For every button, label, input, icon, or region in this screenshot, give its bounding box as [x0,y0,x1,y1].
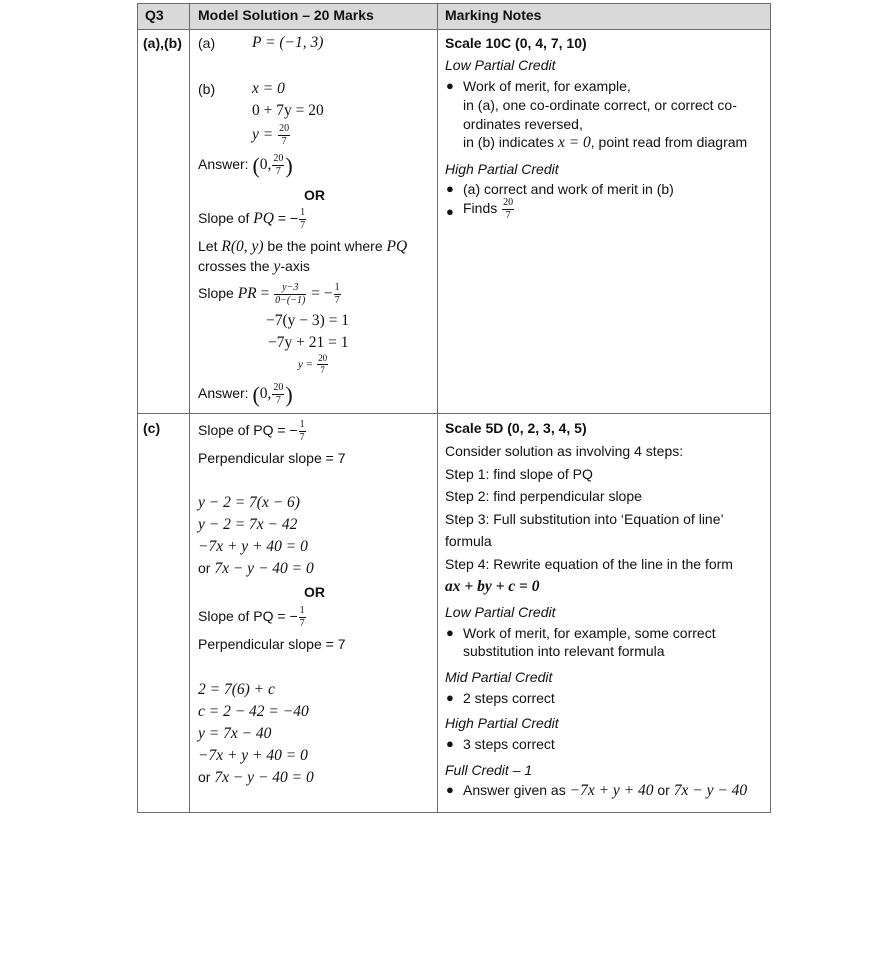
rule-bottom [137,812,771,813]
row2-high-heading: High Partial Credit [445,715,559,731]
row2-consider: Consider solution as involving 4 steps: [445,443,684,459]
bullet-icon: ● [446,204,454,219]
row2-full-b1: Answer given as −7x + y + 40 or 7x − y − 40 [463,782,748,799]
c-g3: y = 7x − 40 [198,725,272,742]
or-divider-1: OR [304,187,325,203]
or-divider-2: OR [304,584,325,600]
row2-scale: Scale 5D (0, 2, 3, 4, 5) [445,420,587,436]
row1-high-heading: High Partial Credit [445,161,559,177]
c-perp-slope-2: Perpendicular slope = 7 [198,636,346,652]
c-eq3: −7x + y + 40 = 0 [198,538,308,555]
answer-1: Answer: (0, $\frac{20}{7}$ ) [198,153,293,178]
bullet-icon: ● [446,736,454,751]
row2-full-heading: Full Credit – 1 [445,762,533,778]
c-g2: c = 2 − 42 = −40 [198,703,309,720]
bullet-icon: ● [446,181,454,196]
row1-label: (a),(b) [143,35,182,51]
part-a-label: (a) [198,35,216,51]
row1-low-heading: Low Partial Credit [445,57,556,73]
part-b-label: (b) [198,81,216,97]
slope-pq-line: Slope of PQ = − $\frac{1}{7}$ [198,207,306,231]
c-eq4: or 7x − y − 40 = 0 [198,560,314,577]
bullet-icon: ● [446,78,454,93]
row1-scale: Scale 10C (0, 4, 7, 10) [445,35,587,51]
row2-step1: Step 1: find slope of PQ [445,466,593,482]
row2-form: ax + by + c = 0 [445,578,540,595]
c-perp-slope: Perpendicular slope = 7 [198,450,346,466]
rule-right [770,3,771,813]
row2-label: (c) [143,420,161,436]
row1-low-b3: ordinates reversed, [463,116,583,132]
bullet-icon: ● [446,690,454,705]
header-question: Q3 [145,7,164,23]
c-g5: or 7x − y − 40 = 0 [198,769,314,786]
pr-step2: −7y + 21 = 1 [268,334,349,351]
row1-high-b1: (a) correct and work of merit in (b) [463,181,674,197]
row2-high-b1: 3 steps correct [463,736,555,752]
pr-step1: −7(y − 3) = 1 [266,312,350,329]
row2-step3: Step 3: Full substitution into ‘Equation of line’ [445,511,724,527]
bullet-icon: ● [446,625,454,640]
row2-low-b1: Work of merit, for example, some correct [463,625,716,641]
rule-row1 [137,413,771,414]
row1-low-b2: in (a), one co-ordinate correct, or correct co- [463,97,737,113]
c-g4: −7x + y + 40 = 0 [198,747,308,764]
c-eq1: y − 2 = 7(x − 6) [198,494,300,511]
pr-step3: y = $\frac{20}{7}$ [298,353,328,375]
part-a-equation: P = (−1, 3) [252,34,324,51]
rule-header [137,29,771,30]
part-b-line2: 0 + 7y = 20 [252,102,324,119]
row2-step4: Step 4: Rewrite equation of the line in the form [445,556,733,572]
row1-low-b1: Work of merit, for example, [463,78,631,94]
rule-top [137,3,771,4]
answer-2: Answer: (0, $\frac{20}{7}$ ) [198,382,293,407]
row1-low-b4: in (b) indicates x = 0, point read from diagram [463,134,748,151]
row2-step2: Step 2: find perpendicular slope [445,488,642,504]
c-slope-pq-2: Slope of PQ = − $\frac{1}{7}$ [198,605,305,629]
rule-col2 [437,3,438,813]
row1-high-b2: Finds $\frac{20}{7}$ [463,197,514,221]
row2-mid-heading: Mid Partial Credit [445,669,553,685]
row2-low-heading: Low Partial Credit [445,604,556,620]
header-model-solution: Model Solution – 20 Marks [198,7,374,23]
c-g1: 2 = 7(6) + c [198,681,275,698]
crosses-axis-line: crosses the y-axis [198,258,310,275]
row2-step3b: formula [445,533,492,549]
part-b-line3: y = $\frac{20}{7}$ [252,123,290,147]
slope-pr-line: Slope PR = $\frac{y-3}{0-(-1)}$ = − $\frac{1}{7}$ [198,282,340,306]
let-r-line: Let R(0, y) be the point where PQ [198,238,408,255]
c-eq2: y − 2 = 7x − 42 [198,516,298,533]
c-slope-pq: Slope of PQ = − $\frac{1}{7}$ [198,419,305,443]
bullet-icon: ● [446,782,454,797]
part-b-line1: x = 0 [252,80,285,97]
row2-mid-b1: 2 steps correct [463,690,555,706]
row2-low-b2: substitution into relevant formula [463,643,665,659]
rule-left [137,3,138,813]
rule-col1 [189,3,190,813]
header-marking-notes: Marking Notes [445,7,542,23]
